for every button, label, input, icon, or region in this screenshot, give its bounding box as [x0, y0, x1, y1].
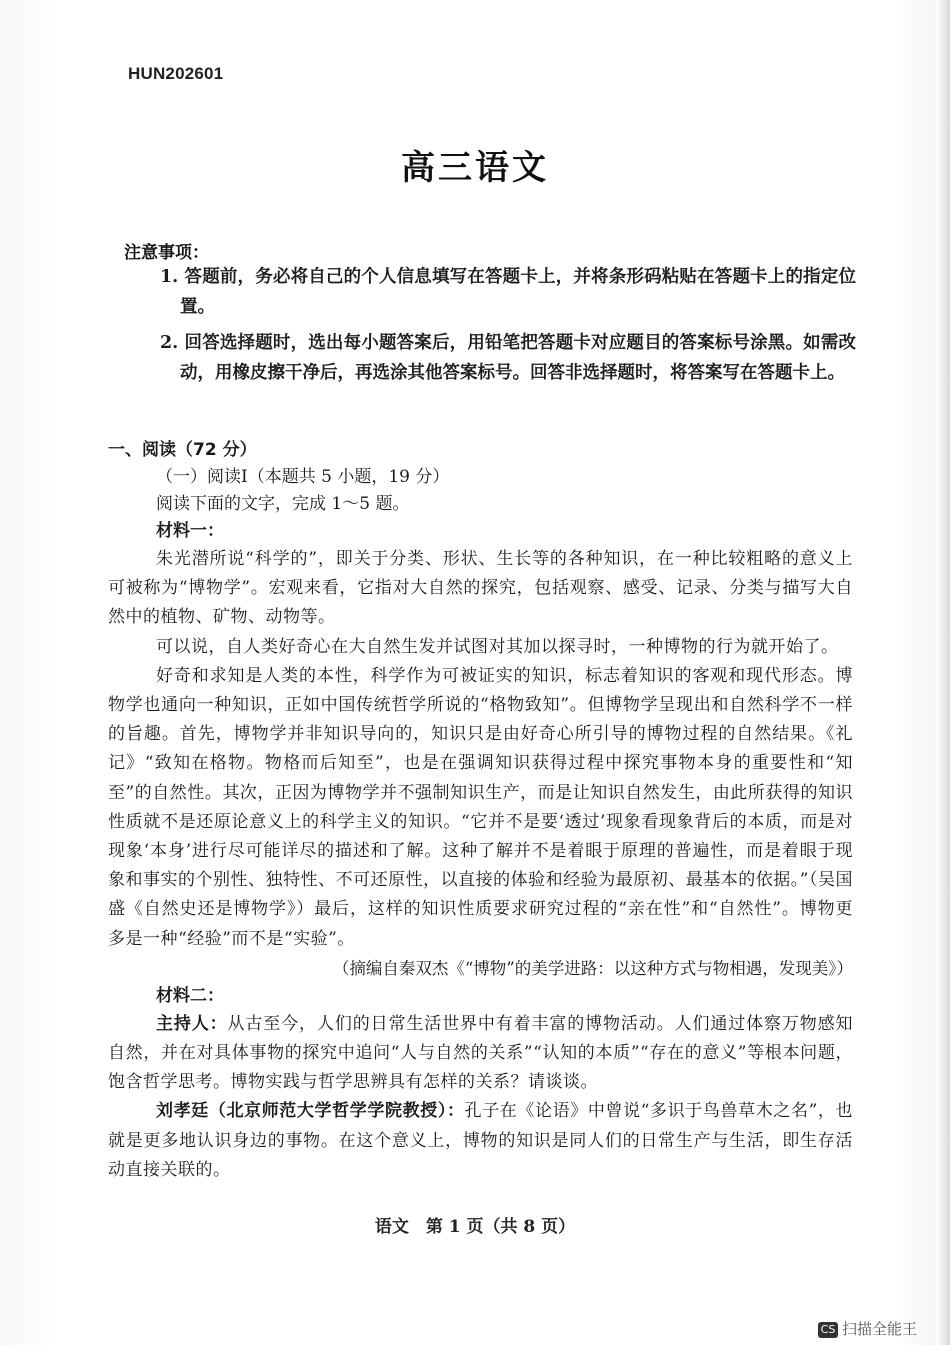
- paper-code: HUN202601: [128, 64, 224, 83]
- page-title: 高三语文: [401, 148, 549, 188]
- material-one-paragraph: 好奇和求知是人类的本性，科学作为可被证实的知识，标志着知识的客观和现代形态。博物学也通向一种知识，正如中国传统哲学所说的“格物致知”。但博物学呈现出和自然科学不一样的旨趣。首先，博物学并非知识导向的，知识只是由好奇心所引导的博物过程的自然结果。《礼记》“致知在格物。物格而后知至”，也是在强调知识获得过程中探究事物本身的重要性和“知至”的自然性。其次，正因为博物学并不强制知识生产，而是让知识自然发生，由此所获得的知识性质就不是还原论意义上的科学主义的知识。“它并不是要‘透过’现象看现象背后的本质，而是对现象‘本身’进行尽可能详尽的描述和了解。这种了解并不是着眼于原理的普遍性，而是着眼于现象和事实的个别性、独特性、不可还原性，以直接的体验和经验为最原初、最基本的依据。”（吴国盛《自然史还是博物学》）最后，这样的知识性质要求研究过程的“亲在性”和“自然性”。博物更多是一种“经验”而不是“实验”。: [108, 665, 853, 949]
- expert-paragraph: [108, 1097, 853, 1185]
- notice-list: [160, 262, 856, 396]
- scanner-watermark-text: 扫描全能王: [842, 1320, 918, 1338]
- notice-item: 1. 答题前，务必将自己的个人信息填写在答题卡上，并将条形码粘贴在答题卡上的指定位置。: [160, 267, 856, 317]
- instruction: 阅读下面的文字，完成 1～5 题。: [156, 494, 410, 514]
- section-heading: 一、阅读（72 分）: [108, 440, 257, 460]
- expert-text: 孔子在《论语》中曾说“多识于鸟兽草木之名”，也就是更多地认识身边的事物。在这个意义上，博物的知识是同人们的日常生产与生活，即生存活动直接关联的。: [108, 1101, 853, 1180]
- scanner-logo-icon: CS: [818, 1322, 838, 1338]
- notice-item: 2. 回答选择题时，选出每小题答案后，用铅笔把答题卡对应题目的答案标号涂黑。如需改动，用橡皮擦干净后，再选涂其他答案标号。回答非选择题时，将答案写在答题卡上。: [160, 333, 856, 383]
- notice-title: 注意事项：: [124, 243, 209, 263]
- page-footer: 语文 第 1 页（共 8 页）: [374, 1217, 576, 1237]
- host-paragraph: [108, 1010, 853, 1098]
- page-edge-shadow: [936, 0, 950, 1345]
- expert-speaker: 刘孝廷（北京师范大学哲学学院教授）：: [156, 1101, 465, 1122]
- material-one-paragraph: 朱光潜所说“科学的”，即关于分类、形状、生长等的各种知识，在一种比较粗略的意义上可被称为“博物学”。宏观来看，它指对大自然的探究，包括观察、感受、记录、分类与描写大自然中的植物、矿物、动物等。: [108, 549, 853, 628]
- material-two-label: 材料二：: [156, 985, 224, 1006]
- material-one-source: （摘编自秦双杰《“博物”的美学进路：以这种方式与物相遇，发现美》）: [332, 958, 853, 978]
- host-text: 从古至今，人们的日常生活世界中有着丰富的博物活动。人们通过体察万物感知自然，并在对具体事物的探究中追问“人与自然的关系”“认知的本质”“存在的意义”等根本问题，饱含哲学思考。博物实践与哲学思辨具有怎样的关系？请谈谈。: [108, 1013, 854, 1093]
- reading-section: [108, 437, 853, 1185]
- host-speaker: 主持人：: [156, 1013, 228, 1034]
- material-one-paragraph: 可以说，自人类好奇心在大自然生发并试图对其加以探寻时，一种博物的行为就开始了。: [156, 636, 839, 657]
- sub-heading: （一）阅读Ⅰ（本题共 5 小题，19 分）: [156, 467, 450, 487]
- material-one-label: 材料一：: [156, 521, 224, 541]
- scanner-watermark: [818, 1318, 950, 1345]
